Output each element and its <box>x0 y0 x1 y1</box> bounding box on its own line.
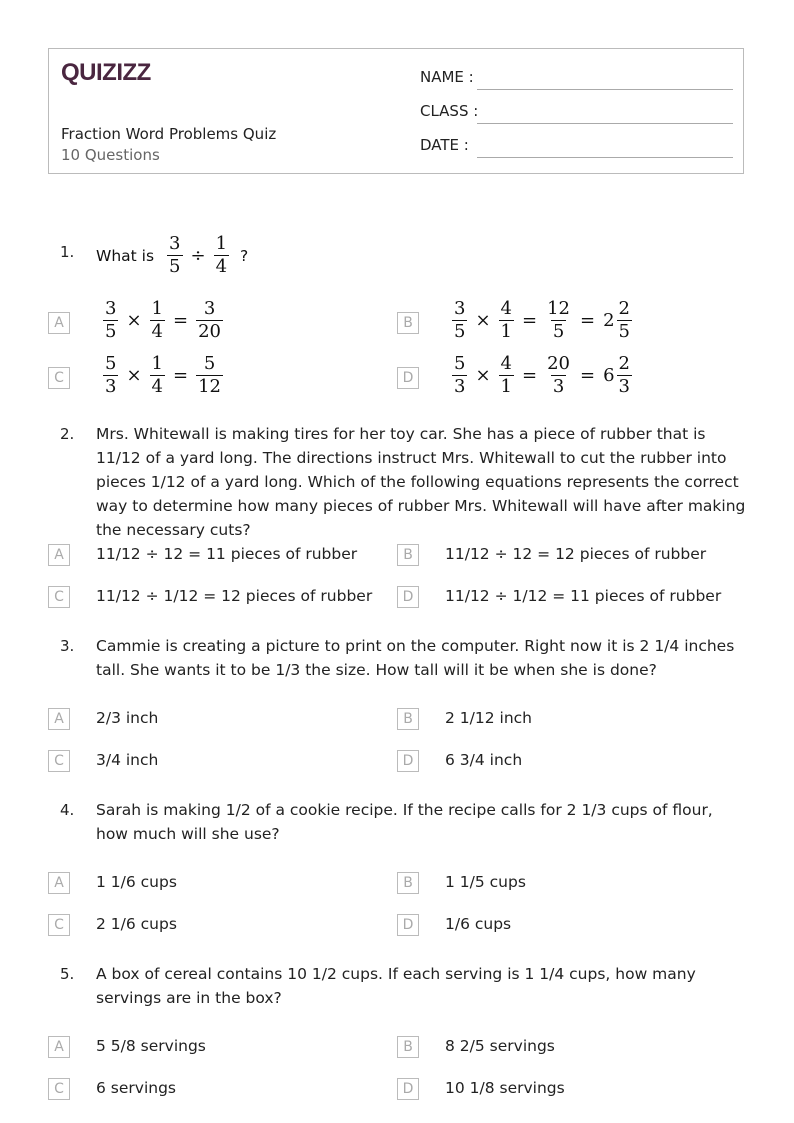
date-label: DATE : <box>420 136 469 154</box>
option-text[interactable]: 6 servings <box>96 1079 176 1097</box>
option-letter[interactable]: C <box>48 1078 70 1100</box>
option-letter[interactable]: A <box>48 872 70 894</box>
divide-operator: ÷ <box>190 245 206 266</box>
quiz-header <box>48 48 744 174</box>
option-letter[interactable]: D <box>397 914 419 936</box>
option-text[interactable]: 11/12 ÷ 12 = 11 pieces of rubber <box>96 545 358 563</box>
question-number: 5. <box>60 965 75 983</box>
question-1-prefix: What is <box>96 246 155 265</box>
option-text[interactable]: 10 1/8 servings <box>445 1079 565 1097</box>
option-letter[interactable]: D <box>397 586 419 608</box>
option-letter[interactable]: B <box>397 544 419 566</box>
option-letter[interactable]: C <box>48 367 70 389</box>
option-text[interactable]: 8 2/5 servings <box>445 1037 555 1055</box>
question-text: Sarah is making 1/2 of a cookie recipe. If the recipe calls for 2 1/3 cups of flour, how much will she use? <box>96 801 713 843</box>
option-letter[interactable]: A <box>48 544 70 566</box>
option-letter[interactable]: C <box>48 586 70 608</box>
question-1-prompt <box>96 235 248 276</box>
option-letter[interactable]: C <box>48 914 70 936</box>
option-text[interactable]: 6 3/4 inch <box>445 751 523 769</box>
question-count: 10 Questions <box>61 146 160 164</box>
option-text[interactable]: 1 1/5 cups <box>445 873 526 891</box>
fraction: $\frac{3}{5}$ <box>169 233 181 277</box>
option-text[interactable]: 3/4 inch <box>96 751 159 769</box>
option-letter[interactable]: B <box>397 872 419 894</box>
question-text: Cammie is creating a picture to print on the computer. Right now it is 2 1/4 inches tall. She wants it to be 1/3 the size. How tall will it be when she is done? <box>96 637 735 679</box>
option-text[interactable]: 1/6 cups <box>445 915 512 933</box>
option-text[interactable]: 5 5/8 servings <box>96 1037 206 1055</box>
quiz-title: Fraction Word Problems Quiz <box>61 125 277 143</box>
option-a-math[interactable]: $\frac{3}{5}$ × $\frac{1}{4}$ = $\frac{3}{20}$ <box>105 298 221 342</box>
question-number: 4. <box>60 801 75 819</box>
option-letter[interactable]: A <box>48 312 70 334</box>
class-line <box>477 123 733 124</box>
question-number: 1. <box>60 243 75 261</box>
option-text[interactable]: 11/12 ÷ 12 = 12 pieces of rubber <box>445 545 707 563</box>
option-text[interactable]: 2/3 inch <box>96 709 159 727</box>
option-text[interactable]: 11/12 ÷ 1/12 = 11 pieces of rubber <box>445 587 722 605</box>
question-text: Mrs. Whitewall is making tires for her toy car. She has a piece of rubber that is 11/12 of a yard long. The directions instruct Mrs. Whitewall to cut the rubber into pieces 1/12 of a yard long. Which of the following equations represents the correct way to determine how many pieces of rubber Mrs. Whitewall will have after making the necessary cuts? <box>96 425 746 539</box>
name-label: NAME : <box>420 68 474 86</box>
option-text[interactable]: 2 1/6 cups <box>96 915 177 933</box>
question-number: 3. <box>60 637 75 655</box>
question-text: A box of cereal contains 10 1/2 cups. If each serving is 1 1/4 cups, how many servings are in the box? <box>96 965 696 1007</box>
option-b-math[interactable]: $\frac{3}{5}$ × $\frac{4}{1}$ = $\frac{12}{5}$ = 2 $\frac{2}{5}$ <box>454 298 630 342</box>
date-line <box>477 157 733 158</box>
option-letter[interactable]: D <box>397 750 419 772</box>
question-number: 2. <box>60 425 75 443</box>
option-d-math[interactable]: $\frac{5}{3}$ × $\frac{4}{1}$ = $\frac{20}{3}$ = 6 $\frac{2}{3}$ <box>454 353 630 397</box>
option-text[interactable]: 11/12 ÷ 1/12 = 12 pieces of rubber <box>96 587 373 605</box>
option-letter[interactable]: D <box>397 1078 419 1100</box>
option-letter[interactable]: C <box>48 750 70 772</box>
option-letter[interactable]: D <box>397 367 419 389</box>
question-1-suffix: ? <box>240 246 249 265</box>
option-text[interactable]: 1 1/6 cups <box>96 873 177 891</box>
option-letter[interactable]: B <box>397 312 419 334</box>
option-letter[interactable]: B <box>397 708 419 730</box>
quizizz-logo: QUIZIZZ <box>61 59 151 86</box>
class-label: CLASS : <box>420 102 479 120</box>
name-line <box>477 89 733 90</box>
option-letter[interactable]: B <box>397 1036 419 1058</box>
option-letter[interactable]: A <box>48 1036 70 1058</box>
option-text[interactable]: 2 1/12 inch <box>445 709 532 727</box>
option-c-math[interactable]: $\frac{5}{3}$ × $\frac{1}{4}$ = $\frac{5}{12}$ <box>105 353 221 397</box>
option-letter[interactable]: A <box>48 708 70 730</box>
fraction: $\frac{1}{4}$ <box>215 233 228 277</box>
